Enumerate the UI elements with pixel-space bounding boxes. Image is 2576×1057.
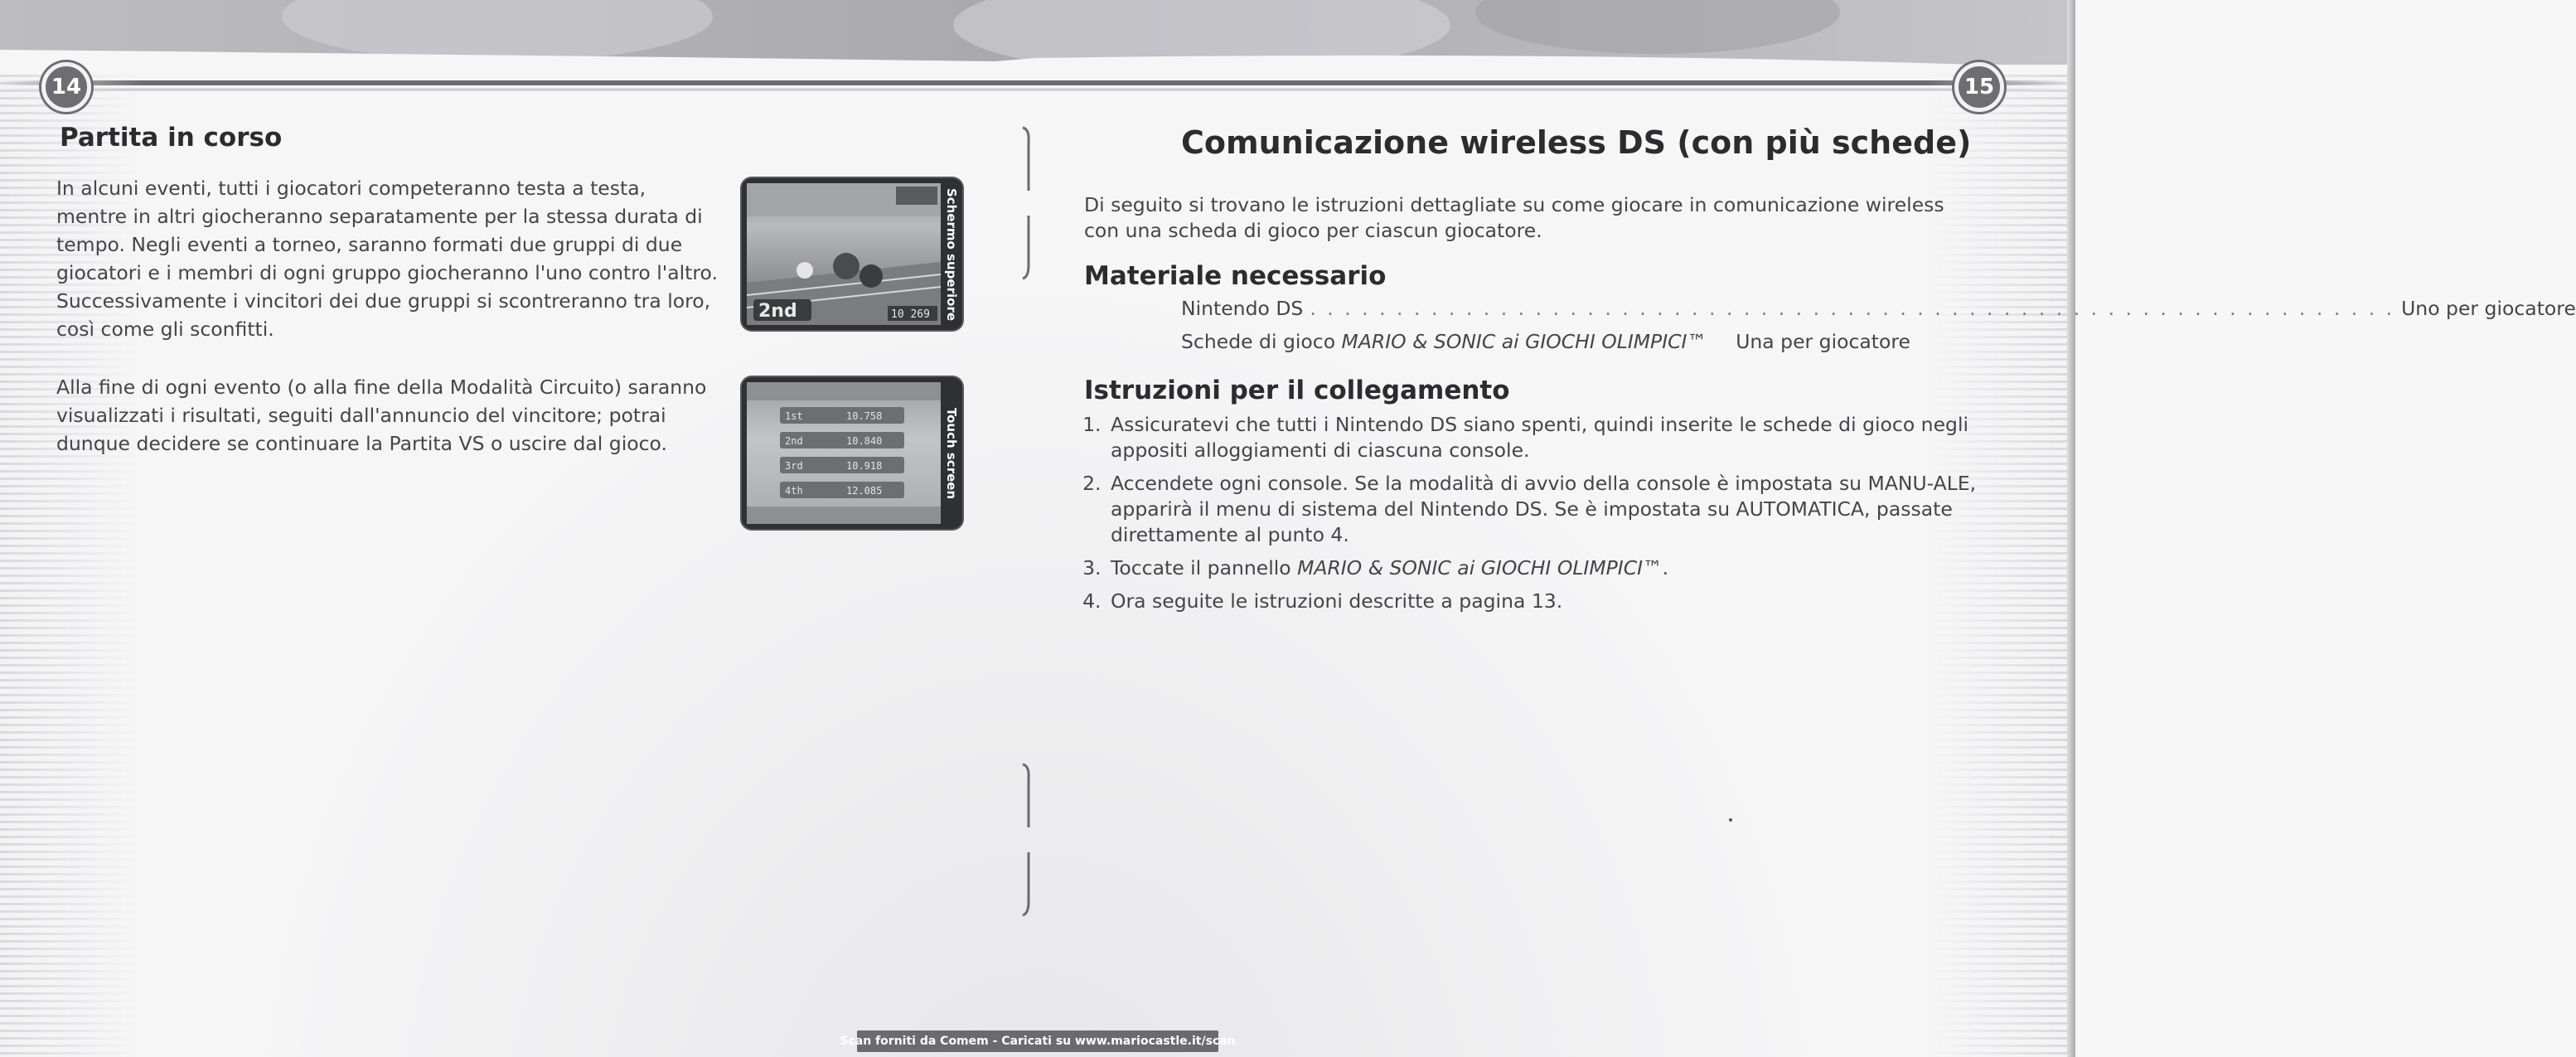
intro-block <box>1084 192 1979 244</box>
intro-text: Di seguito si trovano le istruzioni dettagliate su come giocare in comunicazione wireless con una scheda di gioco per ciascun giocatore. <box>1084 193 1944 242</box>
header-band <box>0 0 2075 93</box>
svg-text:4th: 4th <box>785 485 803 497</box>
race-scene-graphic <box>747 183 941 325</box>
paragraph-2-block <box>56 373 719 458</box>
materials-heading: Materiale necessario <box>1084 261 1387 291</box>
screenshot-tab-touch: Touch screen <box>944 407 960 499</box>
material-qty-cards: Una per giocatore <box>1736 330 1910 353</box>
svg-text:12.085: 12.085 <box>846 485 883 497</box>
paragraph-1: In alcuni eventi, tutti i giocatori competeranno testa a testa, mentre in altri giocheranno separatamente per la stessa durata di tempo. Negli eventi a torneo, saranno formati due gruppi di due giocatori e i membri di ogni gruppo giocheranno l'uno contro l'altro. Successivamente i vincitori dei due gruppi si scontreranno tra loro, così come gli sconfitti. <box>56 177 718 341</box>
speck <box>1729 818 1732 822</box>
instructions-list <box>1084 412 2002 622</box>
page-number-right: 15 <box>1954 62 2004 112</box>
instruction-step: 3. Toccate il pannello MARIO & SONIC ai GIOCHI OLIMPICI™. <box>1107 555 2002 581</box>
page-number-left: 14 <box>41 62 91 112</box>
scan-credit-label: Scan forniti da Comem - Caricati su www.mariocastle.it/scan <box>857 1030 1218 1052</box>
page-edge <box>2067 0 2075 1057</box>
section-title-partita: Partita in corso <box>60 123 283 153</box>
instruction-step: 4. Ora seguite le istruzioni descritte a pagina 13. <box>1107 589 2002 614</box>
screenshot-tab-top: Schermo superiore <box>944 187 960 321</box>
binding-staple-bottom <box>1021 761 1033 919</box>
results-scene-graphic <box>747 382 941 524</box>
material-qty-ds: Uno per giocatore <box>2401 297 2576 320</box>
screenshot-touch-screen <box>742 377 962 529</box>
dot-leader: . . . . . . . . . . . . . . . . . . . . . . . . . . . . . . . . . . . . . . . . . . . . . . . . . . . . . . . . . . . . . . . <box>1310 297 2395 320</box>
instruction-step: 1. Assicuratevi che tutti i Nintendo DS siano spenti, quindi inserite le schede di gioco negli appositi alloggiamenti di ciascuna console. <box>1107 412 2002 463</box>
binding-staple-top <box>1021 124 1033 282</box>
material-row-ds <box>1181 297 2576 320</box>
svg-text:10.758: 10.758 <box>846 410 883 422</box>
material-name-cards: Schede di gioco MARIO & SONIC ai GIOCHI OLIMPICI™ <box>1181 330 1707 353</box>
svg-text:10.918: 10.918 <box>846 460 883 472</box>
results-scene-image <box>747 382 941 524</box>
paragraph-1-block <box>56 174 719 343</box>
screenshot-top-screen <box>742 178 962 330</box>
paragraph-2: Alla fine di ogni evento (o alla fine della Modalità Circuito) saranno visualizzati i risultati, seguiti dall'annuncio del vincitore; potrai dunque decidere se continuare la Partita VS o uscire dal gioco. <box>56 376 707 455</box>
svg-text:2nd: 2nd <box>758 301 797 322</box>
race-scene-image <box>747 183 941 325</box>
svg-text:10.840: 10.840 <box>846 435 883 447</box>
svg-text:3rd: 3rd <box>785 460 803 472</box>
svg-text:2nd: 2nd <box>785 435 803 447</box>
svg-text:10 269: 10 269 <box>891 308 930 321</box>
material-row-cards <box>1181 330 1910 353</box>
svg-text:1st: 1st <box>785 410 803 422</box>
section-title-wireless: Comunicazione wireless DS (con più schede) <box>1181 124 1972 161</box>
instructions-heading: Istruzioni per il collegamento <box>1084 376 1510 405</box>
material-name-ds: Nintendo DS <box>1181 297 1304 320</box>
instruction-step: 2. Accendete ogni console. Se la modalità di avvio della console è impostata su MANU-ALE, apparirà il menu di sistema del Nintendo DS. Se è impostata su AUTOMATICA, passate direttamente al punto 4. <box>1107 471 2002 548</box>
